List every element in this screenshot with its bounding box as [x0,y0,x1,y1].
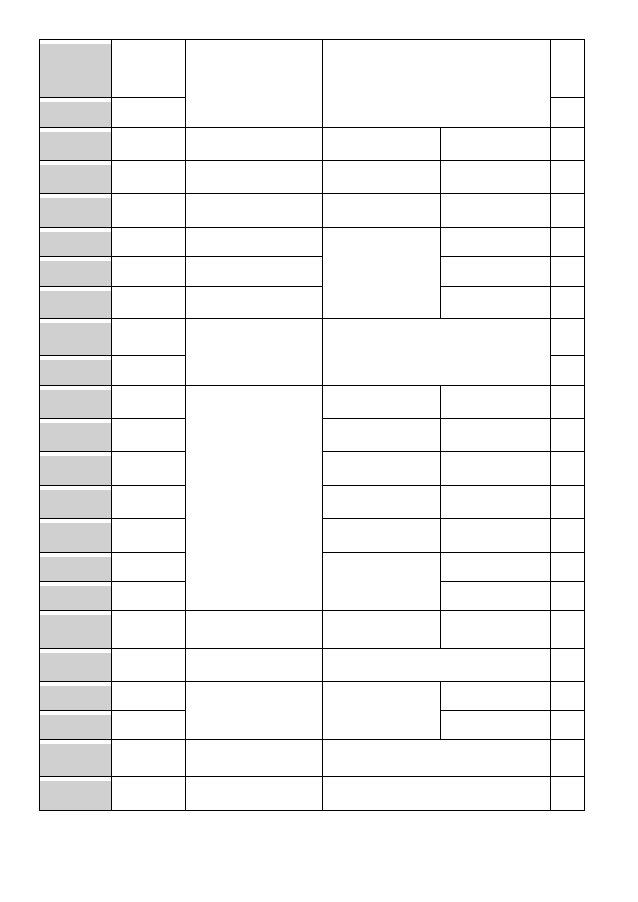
grid-line [440,581,551,582]
grid-line [550,610,585,611]
grid-line [440,451,551,452]
grid-line [39,610,186,611]
grid-line [550,193,585,194]
table-border [39,810,585,811]
grid-line [39,355,186,356]
date-label [112,143,184,159]
grid-line [550,318,585,319]
grid-line [322,418,441,419]
date-label [112,759,184,775]
paper-cell [323,524,439,546]
topic-cell [186,465,321,487]
grid-line [550,385,585,386]
grid-line [322,776,551,777]
table-border [39,39,585,40]
date-label [112,434,184,450]
date-label [112,401,184,417]
topic-cell [186,664,321,680]
date-label [112,793,184,809]
topic-cell [186,508,321,530]
grid-line [185,127,323,128]
grid-line [550,451,585,452]
date-label [112,368,184,384]
grid-line [322,681,551,682]
resource-cell [441,301,549,317]
grid-line [39,193,186,194]
paper-cell [323,747,439,769]
date-label [112,664,184,680]
date-label [112,338,184,354]
paper-cell [323,580,439,602]
date-label [112,564,184,580]
paper-cell [323,391,439,413]
day-label [40,269,110,285]
topic-cell [186,486,321,508]
grid-line [39,160,186,161]
date-label [112,80,184,96]
topic-cell [186,744,321,770]
day-label [40,759,110,775]
grid-line [550,286,585,287]
day-label [40,80,110,96]
day-label [40,722,110,738]
paper-cell [323,290,439,312]
grid-line [322,160,551,161]
grid-line [550,485,585,486]
grid-line [322,318,551,319]
topic-cell [186,210,321,226]
grid-line [185,227,323,228]
date-label [112,593,184,609]
grid-line [550,552,585,553]
day-label [40,693,110,709]
grid-line [39,776,186,777]
date-label [112,301,184,317]
resource-cell [441,176,549,192]
topic-cell [186,368,321,384]
date-label [112,210,184,226]
topic-cell [186,324,321,350]
topic-cell [186,292,321,310]
grid-line [550,355,585,356]
grid-line [322,485,441,486]
grid-line [39,739,186,740]
paper-cell [323,338,549,370]
grid-line [550,776,585,777]
date-label [112,722,184,738]
day-label [40,535,110,551]
grid-line [550,710,585,711]
paper-cell [323,424,439,446]
date-label [112,501,184,517]
day-label [40,210,110,226]
date-label [112,110,184,126]
grid-line [39,286,186,287]
grid-line [322,193,551,194]
topic-cell [186,703,321,737]
grid-line [39,97,186,98]
grid-line [322,518,441,519]
grid-line [550,581,585,582]
paper-cell [323,199,439,221]
day-label [40,564,110,580]
grid-line [440,418,551,419]
date-label [112,631,184,647]
day-label [40,401,110,417]
grid-line [440,286,551,287]
grid-line [322,739,551,740]
grid-line [185,286,323,287]
paper-cell [323,558,439,580]
paper-cell [323,166,439,188]
grid-line [440,681,441,740]
grid-line [39,227,186,228]
resource-cell [441,269,549,285]
grid-line [39,418,186,419]
grid-line [440,552,551,553]
grid-line [185,385,323,386]
date-label [112,693,184,709]
paper-cell [323,457,439,479]
date-label [112,269,184,285]
grid-line [440,485,551,486]
grid-line [39,127,186,128]
date-label [112,176,184,192]
date-label [112,535,184,551]
grid-line [550,681,585,682]
grid-line [322,451,441,452]
resource-cell [441,210,549,226]
grid-line [550,127,585,128]
day-label [40,338,110,354]
day-label [40,593,110,609]
grid-line [185,739,323,740]
grid-line [322,127,551,128]
paper-cell [323,617,439,639]
topic-cell [186,143,321,159]
resource-cell [441,143,549,159]
paper-cell [323,687,439,709]
grid-line [39,518,186,519]
grid-line [550,256,585,257]
paper-cell [323,256,439,278]
topic-cell [186,110,321,126]
date-label [112,239,184,255]
grid-line [39,256,186,257]
day-label [40,301,110,317]
grid-line [39,648,186,649]
grid-line [185,256,323,257]
paper-cell [323,233,439,255]
day-label [40,468,110,484]
topic-cell [186,793,321,809]
day-label [40,501,110,517]
grid-line [39,385,186,386]
day-label [40,239,110,255]
grid-line [550,739,585,740]
day-label [40,110,110,126]
grid-line [39,581,186,582]
grid-line [185,681,323,682]
grid-line [550,518,585,519]
grid-line [550,160,585,161]
grid-line [322,648,551,649]
topic-cell [186,239,321,255]
grid-line [550,39,551,811]
paper-cell [323,69,549,99]
day-label [40,664,110,680]
grid-line [185,318,323,319]
grid-line [185,610,323,611]
paper-cell [323,710,439,732]
grid-line [185,193,323,194]
grid-line [550,97,585,98]
grid-line [39,681,186,682]
paper-cell [323,133,439,155]
grid-line [39,710,186,711]
grid-line [550,648,585,649]
grid-line [39,318,186,319]
grid-line [322,610,551,611]
paper-cell [323,491,439,513]
resource-cell [441,239,549,255]
day-label [40,143,110,159]
day-label [40,631,110,647]
date-label [112,468,184,484]
grid-line [322,552,441,553]
grid-line [440,385,441,649]
topic-cell [186,176,321,192]
grid-line [39,485,186,486]
day-label [40,176,110,192]
grid-line [185,648,323,649]
grid-line [550,227,585,228]
table-border [584,39,585,811]
grid-line [322,385,551,386]
day-label [40,793,110,809]
grid-line [185,776,323,777]
grid-line [39,552,186,553]
day-label [40,368,110,384]
day-label [40,434,110,450]
grid-line [550,418,585,419]
topic-cell [186,617,321,643]
grid-line [440,518,551,519]
grid-line [185,160,323,161]
grid-line [440,710,551,711]
grid-line [440,256,551,257]
grid-line [322,227,551,228]
topic-cell [186,55,321,79]
grid-line [39,451,186,452]
topic-cell [186,269,321,285]
